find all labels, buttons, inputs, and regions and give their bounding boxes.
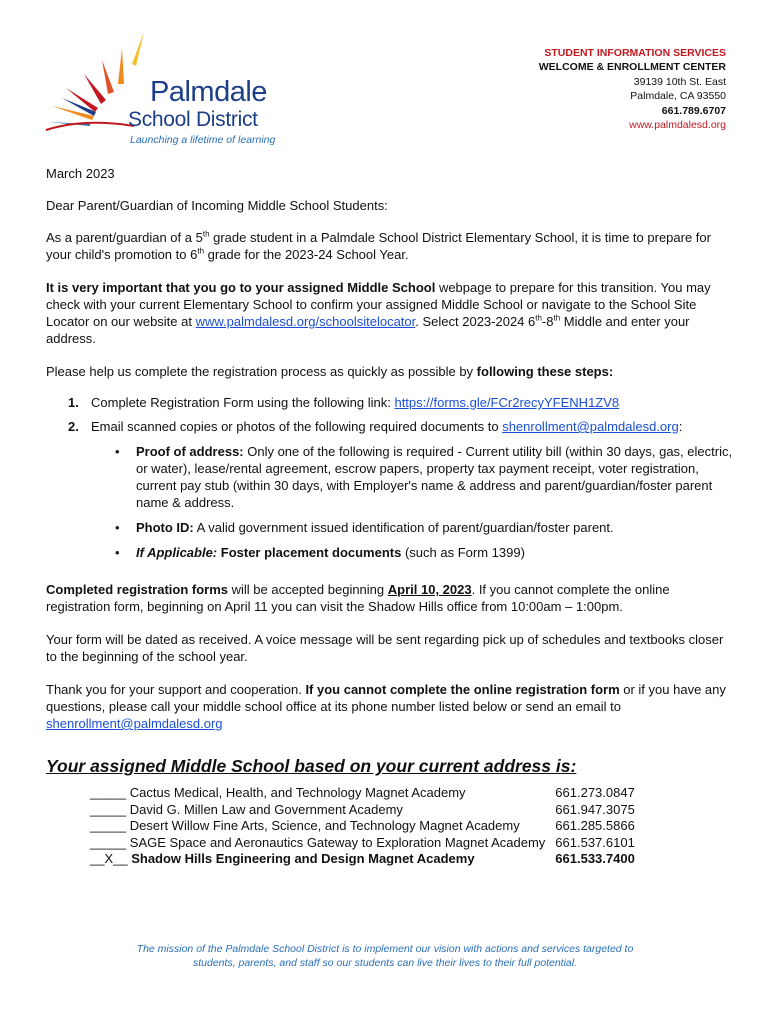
steps-list bbox=[46, 394, 736, 561]
school-row: _____ Cactus Medical, Health, and Technology Magnet Academy 661.273.0847 bbox=[90, 785, 635, 800]
enrollment-email-link[interactable]: shenrollment@palmdalesd.org bbox=[502, 419, 679, 434]
school-row: _____ Desert Willow Fine Arts, Science, and Technology Magnet Academy 661.285.5866 bbox=[90, 818, 635, 833]
header-contact-block bbox=[539, 46, 726, 132]
letter-date: March 2023 bbox=[46, 166, 115, 181]
schools-table bbox=[90, 785, 635, 868]
department-title: STUDENT INFORMATION SERVICES bbox=[544, 47, 726, 59]
logo-tagline: Launching a lifetime of learning bbox=[130, 134, 276, 146]
assignment-heading: Your assigned Middle School based on your current address is: bbox=[46, 756, 577, 776]
thanks-paragraph: Thank you for your support and cooperation. If you cannot complete the online registration form or if you have any questions, please call your middle school office at its phone number listed below or send an email to shenrollment@palmdalesd.org bbox=[46, 682, 726, 731]
school-row-selected: __X__ Shadow Hills Engineering and Design Magnet Academy 661.533.7400 bbox=[90, 851, 635, 866]
accepted-paragraph: Completed registration forms will be accepted beginning April 10, 2023. If you cannot complete the online registration form, beginning on April 11 you can visit the Shadow Hills office from 10:00am – 1:00pm. bbox=[46, 582, 670, 614]
contact-email-link[interactable]: shenrollment@palmdalesd.org bbox=[46, 716, 223, 731]
intro-paragraph: As a parent/guardian of a 5th grade student in a Palmdale School District Elementary School, it is time to prepare for your child's promotion to 6th grade for the 2023-24 School Year. bbox=[46, 229, 711, 262]
school-row: _____ SAGE Space and Aeronautics Gateway to Exploration Magnet Academy 661.537.6101 bbox=[90, 834, 635, 850]
header-website-link[interactable]: www.palmdalesd.org bbox=[629, 119, 726, 132]
mission-statement: The mission of the Palmdale School District is to implement our vision with actions and services targeted to students, parents, and staff so our students can live their lives to their full potential. bbox=[136, 943, 634, 969]
center-title: WELCOME & ENROLLMENT CENTER bbox=[538, 61, 726, 74]
document-item: • If Applicable: Foster placement documents (such as Form 1399) bbox=[115, 545, 525, 560]
registration-form-link[interactable]: https://forms.gle/FCr2recyYFENH1ZV8 bbox=[394, 395, 620, 410]
steps-intro: Please help us complete the registration process as quickly as possible by following these steps: bbox=[46, 364, 614, 379]
school-site-locator-link[interactable]: www.palmdalesd.org/schoolsitelocator bbox=[195, 314, 416, 329]
district-logo bbox=[44, 26, 284, 148]
header-phone: 661.789.6707 bbox=[661, 104, 726, 117]
salutation: Dear Parent/Guardian of Incoming Middle School Students: bbox=[46, 198, 388, 213]
street-address: 39139 10th St. East bbox=[633, 75, 726, 88]
city-address: Palmdale, CA 93550 bbox=[630, 90, 726, 103]
letter-body bbox=[46, 165, 736, 868]
dated-paragraph: Your form will be dated as received. A voice message will be sent regarding pick up of schedules and textbooks closer to the beginning of the school year. bbox=[46, 632, 724, 664]
important-paragraph: It is very important that you go to your assigned Middle School webpage to prepare for this transition. You may check with your current Elementary School to confirm your assigned Middle School or navigate to the School Site Locator on our website at www.palmdalesd.org/schoolsitelocator. Select 2023-2024 6th-8th Middle and enter your address. bbox=[46, 280, 711, 346]
document-item: • Proof of address: Only one of the following is required - Current utility bill (within 30 days, gas, electric, or water), lease/rental agreement, escrow papers, property tax payment receipt, voter registration, current pay stub (within 30 days, with Employer's name & address and parent/guardian/foster parent name & address. bbox=[115, 444, 733, 510]
step-item: 1. Complete Registration Form using the following link: https://forms.gle/FCr2recyYFENH1ZV8 bbox=[68, 395, 620, 410]
step-item: 2. Email scanned copies or photos of the following required documents to shenrollment@palmdalesd.org: • Proof of address: Only one of the following is required - Current utility bill (within 30 days, gas, electric, or water), lease/rental agreement, escrow papers, property tax payment receipt, voter registration, current pay stub (within 30 days, with Employer's name & address and parent/guardian/foster parent name & address. • Photo ID: A valid government issued identification of parent/guardian/foster parent. • If Applicable: Foster placement documents (such as Form 1399) bbox=[46, 418, 736, 561]
document-item: • Photo ID: A valid government issued identification of parent/guardian/foster parent. bbox=[115, 520, 614, 535]
logo-name: Palmdale bbox=[150, 76, 267, 108]
documents-list bbox=[91, 443, 736, 561]
school-row: _____ David G. Millen Law and Government Academy 661.947.3075 bbox=[90, 801, 635, 817]
logo-subname: School District bbox=[128, 108, 258, 131]
